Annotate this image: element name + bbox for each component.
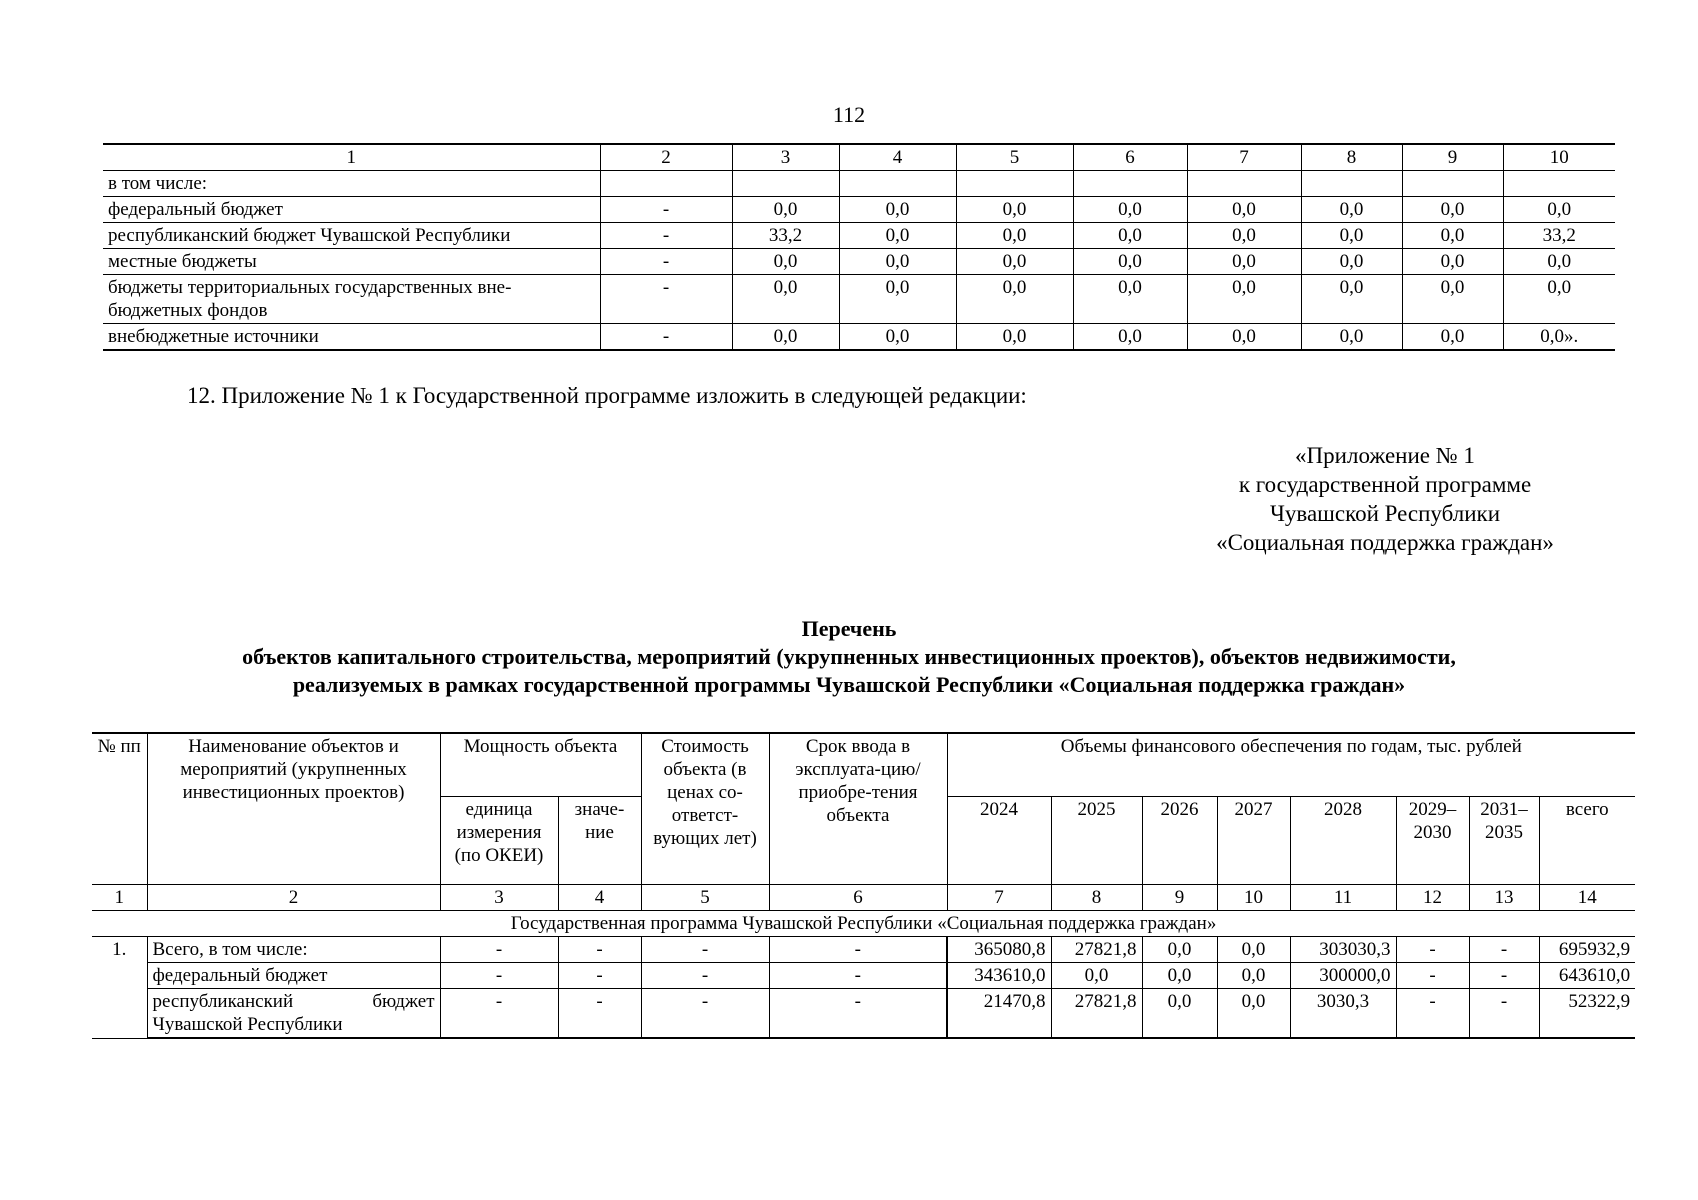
table-cell: 0,0: [1217, 963, 1290, 989]
col-header-year: 2024: [947, 797, 1051, 885]
table-cell: [1402, 171, 1503, 197]
table-cell: 0,0: [1402, 249, 1503, 275]
row-label: в том числе:: [103, 171, 600, 197]
table-cell: 0,0: [1301, 197, 1402, 223]
table-cell: -: [641, 989, 769, 1039]
objects-table: [92, 732, 1635, 1039]
table-cell: 0,0: [839, 324, 956, 351]
header-cell: 7: [1187, 144, 1301, 171]
table-cell: 0,0: [1073, 223, 1187, 249]
table-cell: 21470,8: [947, 989, 1051, 1039]
table-cell: -: [1469, 989, 1539, 1039]
table-cell: 0,0: [1187, 223, 1301, 249]
col-header-year: 2026: [1142, 797, 1217, 885]
table-cell: 52322,9: [1539, 989, 1635, 1039]
row-label-line: бюджетных фондов: [108, 300, 268, 321]
table-cell: -: [558, 989, 641, 1039]
column-number: 1: [92, 885, 147, 911]
row-label: республиканский бюджет Чувашской Республики: [103, 223, 600, 249]
table-cell: 0,0: [1301, 223, 1402, 249]
table-cell: 0,0: [1301, 275, 1402, 324]
table-cell: -: [769, 937, 947, 963]
table-cell: 0,0: [1503, 197, 1615, 223]
header-cell: 6: [1073, 144, 1187, 171]
table-cell: 365080,8: [947, 937, 1051, 963]
table-cell: [839, 171, 956, 197]
column-number: 4: [558, 885, 641, 911]
table-cell: -: [440, 937, 558, 963]
table-cell: 0,0: [732, 275, 839, 324]
table-cell: 0,0: [956, 249, 1073, 275]
column-number: 5: [641, 885, 769, 911]
table-cell: -: [440, 989, 558, 1039]
header-cell: 8: [1301, 144, 1402, 171]
table-cell: 0,0: [956, 223, 1073, 249]
header-cell: 3: [732, 144, 839, 171]
col-header-value: значе-ние: [558, 797, 641, 885]
appendix-caption: [1140, 441, 1630, 557]
table-cell: -: [440, 963, 558, 989]
table-cell: -: [1396, 989, 1469, 1039]
table-cell: 0,0: [1073, 324, 1187, 351]
table-cell: -: [558, 937, 641, 963]
section-title: Государственная программа Чувашской Республики «Социальная поддержка граждан»: [92, 911, 1635, 937]
column-number: 3: [440, 885, 558, 911]
continuation-header-row: [103, 144, 1615, 171]
row-label: федеральный бюджет: [103, 197, 600, 223]
table-row: [103, 197, 1615, 223]
table-cell: 0,0: [1503, 249, 1615, 275]
table-cell: 643610,0: [1539, 963, 1635, 989]
table-row: [103, 275, 1615, 324]
table-cell: 3030,3: [1290, 989, 1396, 1039]
header-cell: 1: [103, 144, 600, 171]
table-cell: 0,0: [1402, 275, 1503, 324]
appendix-caption-line: Чувашской Республики: [1269, 501, 1501, 526]
col-header-year: 2028: [1290, 797, 1396, 885]
table-row: [103, 171, 1615, 197]
col-header-total: всего: [1539, 797, 1635, 885]
column-number: 10: [1217, 885, 1290, 911]
column-number: 7: [947, 885, 1051, 911]
appendix-caption-line: «Приложение № 1: [1295, 443, 1475, 468]
table-cell: 27821,8: [1051, 989, 1142, 1039]
table-cell: 0,0: [956, 324, 1073, 351]
table-cell: 0,0: [1142, 937, 1217, 963]
table-cell: [732, 171, 839, 197]
table-cell: 0,0: [1187, 275, 1301, 324]
header-cell: 5: [956, 144, 1073, 171]
table-cell: -: [769, 963, 947, 989]
table-cell: 695932,9: [1539, 937, 1635, 963]
table-cell: 343610,0: [947, 963, 1051, 989]
table-cell: -: [769, 989, 947, 1039]
continuation-table: [103, 143, 1615, 351]
table-row: [92, 989, 1635, 1039]
col-header-year: 2025: [1051, 797, 1142, 885]
appendix-caption-line: к государственной программе: [1238, 472, 1532, 497]
table-cell: 0,0: [1503, 275, 1615, 324]
col-header-year: 2031–2035: [1469, 797, 1539, 885]
table-cell: 0,0: [1142, 989, 1217, 1039]
table-cell: 27821,8: [1051, 937, 1142, 963]
column-number: 8: [1051, 885, 1142, 911]
table-cell: 0,0».: [1503, 324, 1615, 351]
table-cell: 0,0: [1187, 324, 1301, 351]
appendix-caption-line: «Социальная поддержка граждан»: [1216, 530, 1554, 555]
column-number: 13: [1469, 885, 1539, 911]
column-number: 6: [769, 885, 947, 911]
row-name: республиканский бюджет Чувашской Республики: [147, 989, 440, 1039]
table-cell: -: [600, 223, 732, 249]
table-row: [92, 963, 1635, 989]
table-cell: 0,0: [732, 249, 839, 275]
col-header-term: Срок ввода в эксплуата-цию/приобре-тения объекта: [769, 733, 947, 885]
table-cell: 0,0: [1402, 223, 1503, 249]
table-cell: 0,0: [1073, 275, 1187, 324]
section-row: [92, 911, 1635, 937]
table-cell: [1073, 171, 1187, 197]
table-row: [103, 249, 1615, 275]
col-header-capacity: Мощность объекта: [440, 733, 641, 797]
table-cell: 0,0: [1217, 937, 1290, 963]
document-heading: [0, 615, 1698, 699]
table-cell: 0,0: [732, 197, 839, 223]
heading-line: реализуемых в рамках государственной программы Чувашской Республики «Социальная поддержка граждан»: [292, 672, 1406, 697]
table-cell: 300000,0: [1290, 963, 1396, 989]
table-cell: 0,0: [1073, 249, 1187, 275]
table-cell: -: [600, 197, 732, 223]
col-header-name: Наименование объектов и мероприятий (укрупненных инвестиционных проектов): [147, 733, 440, 885]
column-number: 11: [1290, 885, 1396, 911]
amendment-paragraph: 12. Приложение № 1 к Государственной программе изложить в следующей редакции:: [187, 383, 1027, 408]
column-number: 12: [1396, 885, 1469, 911]
table-cell: -: [641, 937, 769, 963]
heading-line: Перечень: [801, 616, 897, 641]
col-header-funding: Объемы финансового обеспечения по годам, тыс. рублей: [947, 733, 1635, 797]
header-row: [92, 733, 1635, 797]
table-cell: -: [1469, 963, 1539, 989]
table-cell: [1503, 171, 1615, 197]
table-cell: 0,0: [1402, 324, 1503, 351]
table-cell: 0,0: [1051, 963, 1142, 989]
col-header-num: № пп: [92, 733, 147, 885]
col-header-cost: Стоимость объекта (в ценах со-ответст-вующих лет): [641, 733, 769, 885]
table-cell: [1187, 171, 1301, 197]
header-cell: 4: [839, 144, 956, 171]
column-number: 2: [147, 885, 440, 911]
table-cell: 0,0: [732, 324, 839, 351]
table-cell: -: [1469, 937, 1539, 963]
column-number: 9: [1142, 885, 1217, 911]
table-cell: -: [600, 249, 732, 275]
table-cell: 33,2: [1503, 223, 1615, 249]
column-number: 14: [1539, 885, 1635, 911]
column-numbers-row: [92, 885, 1635, 911]
table-cell: -: [600, 324, 732, 351]
col-header-year: 2029–2030: [1396, 797, 1469, 885]
table-cell: 0,0: [1142, 963, 1217, 989]
header-cell: 2: [600, 144, 732, 171]
table-cell: -: [1396, 963, 1469, 989]
table-cell: -: [558, 963, 641, 989]
table-cell: [1301, 171, 1402, 197]
row-label: местные бюджеты: [103, 249, 600, 275]
row-label-line: бюджеты территориальных государственных вне-: [108, 277, 512, 298]
row-name: Всего, в том числе:: [147, 937, 440, 963]
row-label: внебюджетные источники: [103, 324, 600, 351]
table-row: [92, 937, 1635, 963]
row-label: [103, 275, 600, 324]
table-cell: 0,0: [839, 197, 956, 223]
table-cell: 303030,3: [1290, 937, 1396, 963]
col-header-unit: единица измерения (по ОКЕИ): [440, 797, 558, 885]
table-cell: 0,0: [839, 275, 956, 324]
row-number: 1.: [92, 937, 147, 1039]
table-cell: 0,0: [1301, 249, 1402, 275]
table-cell: 0,0: [1402, 197, 1503, 223]
table-cell: -: [600, 275, 732, 324]
table-cell: 0,0: [1073, 197, 1187, 223]
table-cell: 0,0: [1187, 249, 1301, 275]
table-cell: 0,0: [1301, 324, 1402, 351]
table-cell: 0,0: [1187, 197, 1301, 223]
table-cell: 0,0: [839, 249, 956, 275]
col-header-year: 2027: [1217, 797, 1290, 885]
table-cell: [956, 171, 1073, 197]
header-cell: 10: [1503, 144, 1615, 171]
table-cell: 33,2: [732, 223, 839, 249]
table-cell: 0,0: [956, 197, 1073, 223]
table-cell: -: [1396, 937, 1469, 963]
header-cell: 9: [1402, 144, 1503, 171]
page-number: 112: [832, 102, 866, 127]
table-cell: 0,0: [956, 275, 1073, 324]
table-cell: 0,0: [1217, 989, 1290, 1039]
row-name: федеральный бюджет: [147, 963, 440, 989]
table-row: [103, 324, 1615, 351]
table-row: [103, 223, 1615, 249]
heading-line: объектов капитального строительства, мероприятий (укрупненных инвестиционных проектов), объектов недвижимости,: [242, 644, 1456, 669]
table-cell: [600, 171, 732, 197]
table-cell: 0,0: [839, 223, 956, 249]
table-cell: -: [641, 963, 769, 989]
